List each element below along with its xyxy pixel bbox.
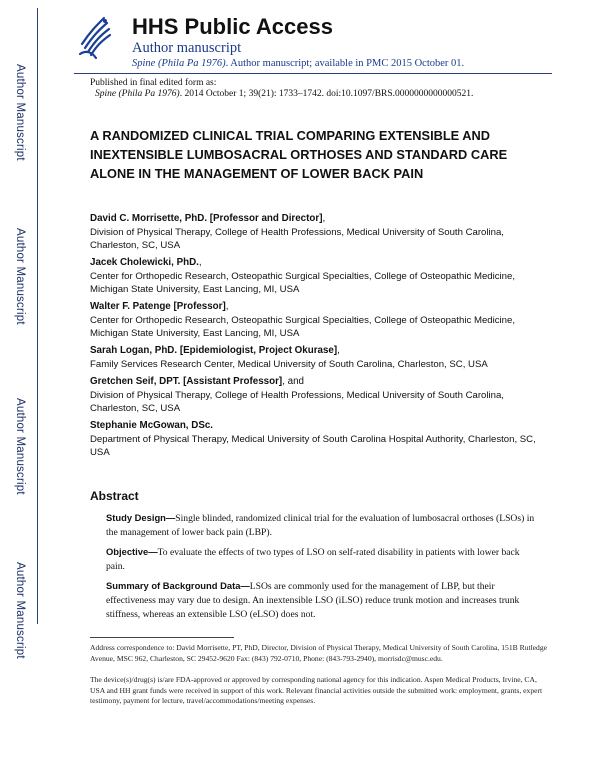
- author-entry: [90, 344, 550, 371]
- author-entry: [90, 375, 550, 415]
- published-details: . 2014 October 1; 39(21): 1733–1742. doi:10.1097/BRS.0000000000000521.: [179, 89, 474, 99]
- header-title: HHS Public Access: [132, 14, 333, 39]
- author-suffix: ,: [322, 213, 326, 224]
- article-title: A RANDOMIZED CLINICAL TRIAL COMPARING EXTENSIBLE AND INEXTENSIBLE LUMBOSACRAL ORTHOSES AND STANDARD CARE ALONE IN THE MANAGEMENT OF LOWER BACK PAIN: [90, 128, 508, 181]
- author-name: Walter F. Patenge [Professor]: [90, 301, 226, 312]
- author-suffix: ,: [198, 257, 202, 268]
- author-name-line: [90, 300, 550, 314]
- author-suffix: ,: [337, 345, 340, 356]
- abstract-section-text: To evaluate the effects of two types of LSO on self-rated disability in patients with lower back pain.: [106, 547, 520, 572]
- author-name: David C. Morrisette, PhD. [Professor and Director]: [90, 213, 323, 224]
- published-label: Published in final edited form as:: [90, 78, 217, 88]
- side-label-author-manuscript: Author Manuscript: [14, 64, 26, 161]
- abstract-heading: Abstract: [90, 489, 139, 503]
- author-affiliation: Division of Physical Therapy, College of Health Professions, Medical University of South Carolina, Charleston, SC, USA: [90, 390, 504, 414]
- author-name-line: [90, 212, 550, 226]
- author-name: Jacek Cholewicki, PhD.: [90, 257, 199, 268]
- abstract-section-text: Single blinded, randomized clinical trial for the evaluation of lumbosacral orthoses (LSOs) in the management of lower back pain (LBP).: [106, 513, 535, 538]
- author-entry: [90, 300, 550, 340]
- hhs-eagle-logo-icon: [74, 14, 114, 62]
- side-divider: [37, 8, 38, 624]
- published-citation: [95, 89, 473, 99]
- author-name-line: [90, 256, 550, 270]
- author-suffix: , and: [282, 376, 304, 387]
- abstract-section-objective: [106, 545, 536, 574]
- header-citation: [132, 58, 464, 69]
- author-entry: [90, 419, 550, 459]
- side-label-author-manuscript: Author Manuscript: [14, 398, 26, 495]
- abstract-section-label: Summary of Background Data—: [106, 580, 250, 591]
- side-label-author-manuscript: Author Manuscript: [14, 562, 26, 659]
- abstract-section-label: Study Design—: [106, 512, 176, 523]
- side-label-author-manuscript: Author Manuscript: [14, 228, 26, 325]
- author-suffix: ,: [225, 301, 229, 312]
- header-subtitle: Author manuscript: [132, 40, 242, 56]
- author-entry: [90, 212, 550, 252]
- author-name-line: [90, 419, 550, 433]
- author-name-line: [90, 344, 550, 358]
- author-affiliation: Family Services Research Center, Medical University of South Carolina, Charleston, SC, USA: [90, 359, 488, 370]
- abstract-section-text: LSOs are commonly used for the management of LBP, but their effectiveness may vary due to design. An inextensible LSO (iLSO) reduce trunk motion and increases trunk stiffness, whereas an extensible LSO (eLSO) does not.: [106, 581, 520, 620]
- abstract-section-label: Objective—: [106, 546, 158, 557]
- author-entry: [90, 256, 550, 296]
- footnote-rule: [90, 637, 234, 638]
- author-name: Stephanie McGowan, DSc.: [90, 420, 214, 431]
- footnote-devices: The device(s)/drug(s) is/are FDA-approved or approved by corresponding national agency for this indication. Aspen Medical Products, Irvine, CA, USA and HH grant funds were received in support of this work. Relevant financial activities outside the submitted work: employment, grants, expert testimony, payment for lecture, travel/accommodations/meeting expenses.: [90, 675, 543, 705]
- footnote-correspondence: Address correspondence to: David Morrisette, PT, PhD, Director, Division of Physical Therapy, Medical University of South Carolina, 151B Rutledge Avenue, MSC 962, Charleston, SC 29452-9620 Fax: (843) 792-0710, Phone: (843-793-2940), morrisdc@musc.edu.: [90, 643, 547, 663]
- author-affiliation: Center for Orthopedic Research, Osteopathic Surgical Specialties, College of Osteopathic Medicine, Michigan State University, East Lancing, MI, USA: [90, 271, 516, 295]
- author-affiliation: Division of Physical Therapy, College of Health Professions, Medical University of South Carolina, Charleston, SC, USA: [90, 227, 504, 251]
- author-name: Sarah Logan, PhD. [Epidemiologist, Project Okurase]: [90, 345, 338, 356]
- published-journal: Spine (Phila Pa 1976): [95, 89, 180, 99]
- header-journal: Spine (Phila Pa 1976): [132, 58, 226, 69]
- header-rule: [74, 73, 552, 74]
- header-availability: . Author manuscript; available in PMC 2015 October 01.: [225, 58, 465, 69]
- abstract-section-study-design: [106, 511, 536, 540]
- author-name-line: [90, 375, 550, 389]
- author-affiliation: Department of Physical Therapy, Medical University of South Carolina Hospital Authority, Charleston, SC, USA: [90, 434, 536, 458]
- author-name: Gretchen Seif, DPT. [Assistant Professor]: [90, 376, 283, 387]
- abstract-section-background: [106, 579, 536, 622]
- author-affiliation: Center for Orthopedic Research, Osteopathic Surgical Specialties, College of Osteopathic Medicine, Michigan State University, East Lancing, MI, USA: [90, 315, 516, 339]
- author-list: [90, 212, 550, 463]
